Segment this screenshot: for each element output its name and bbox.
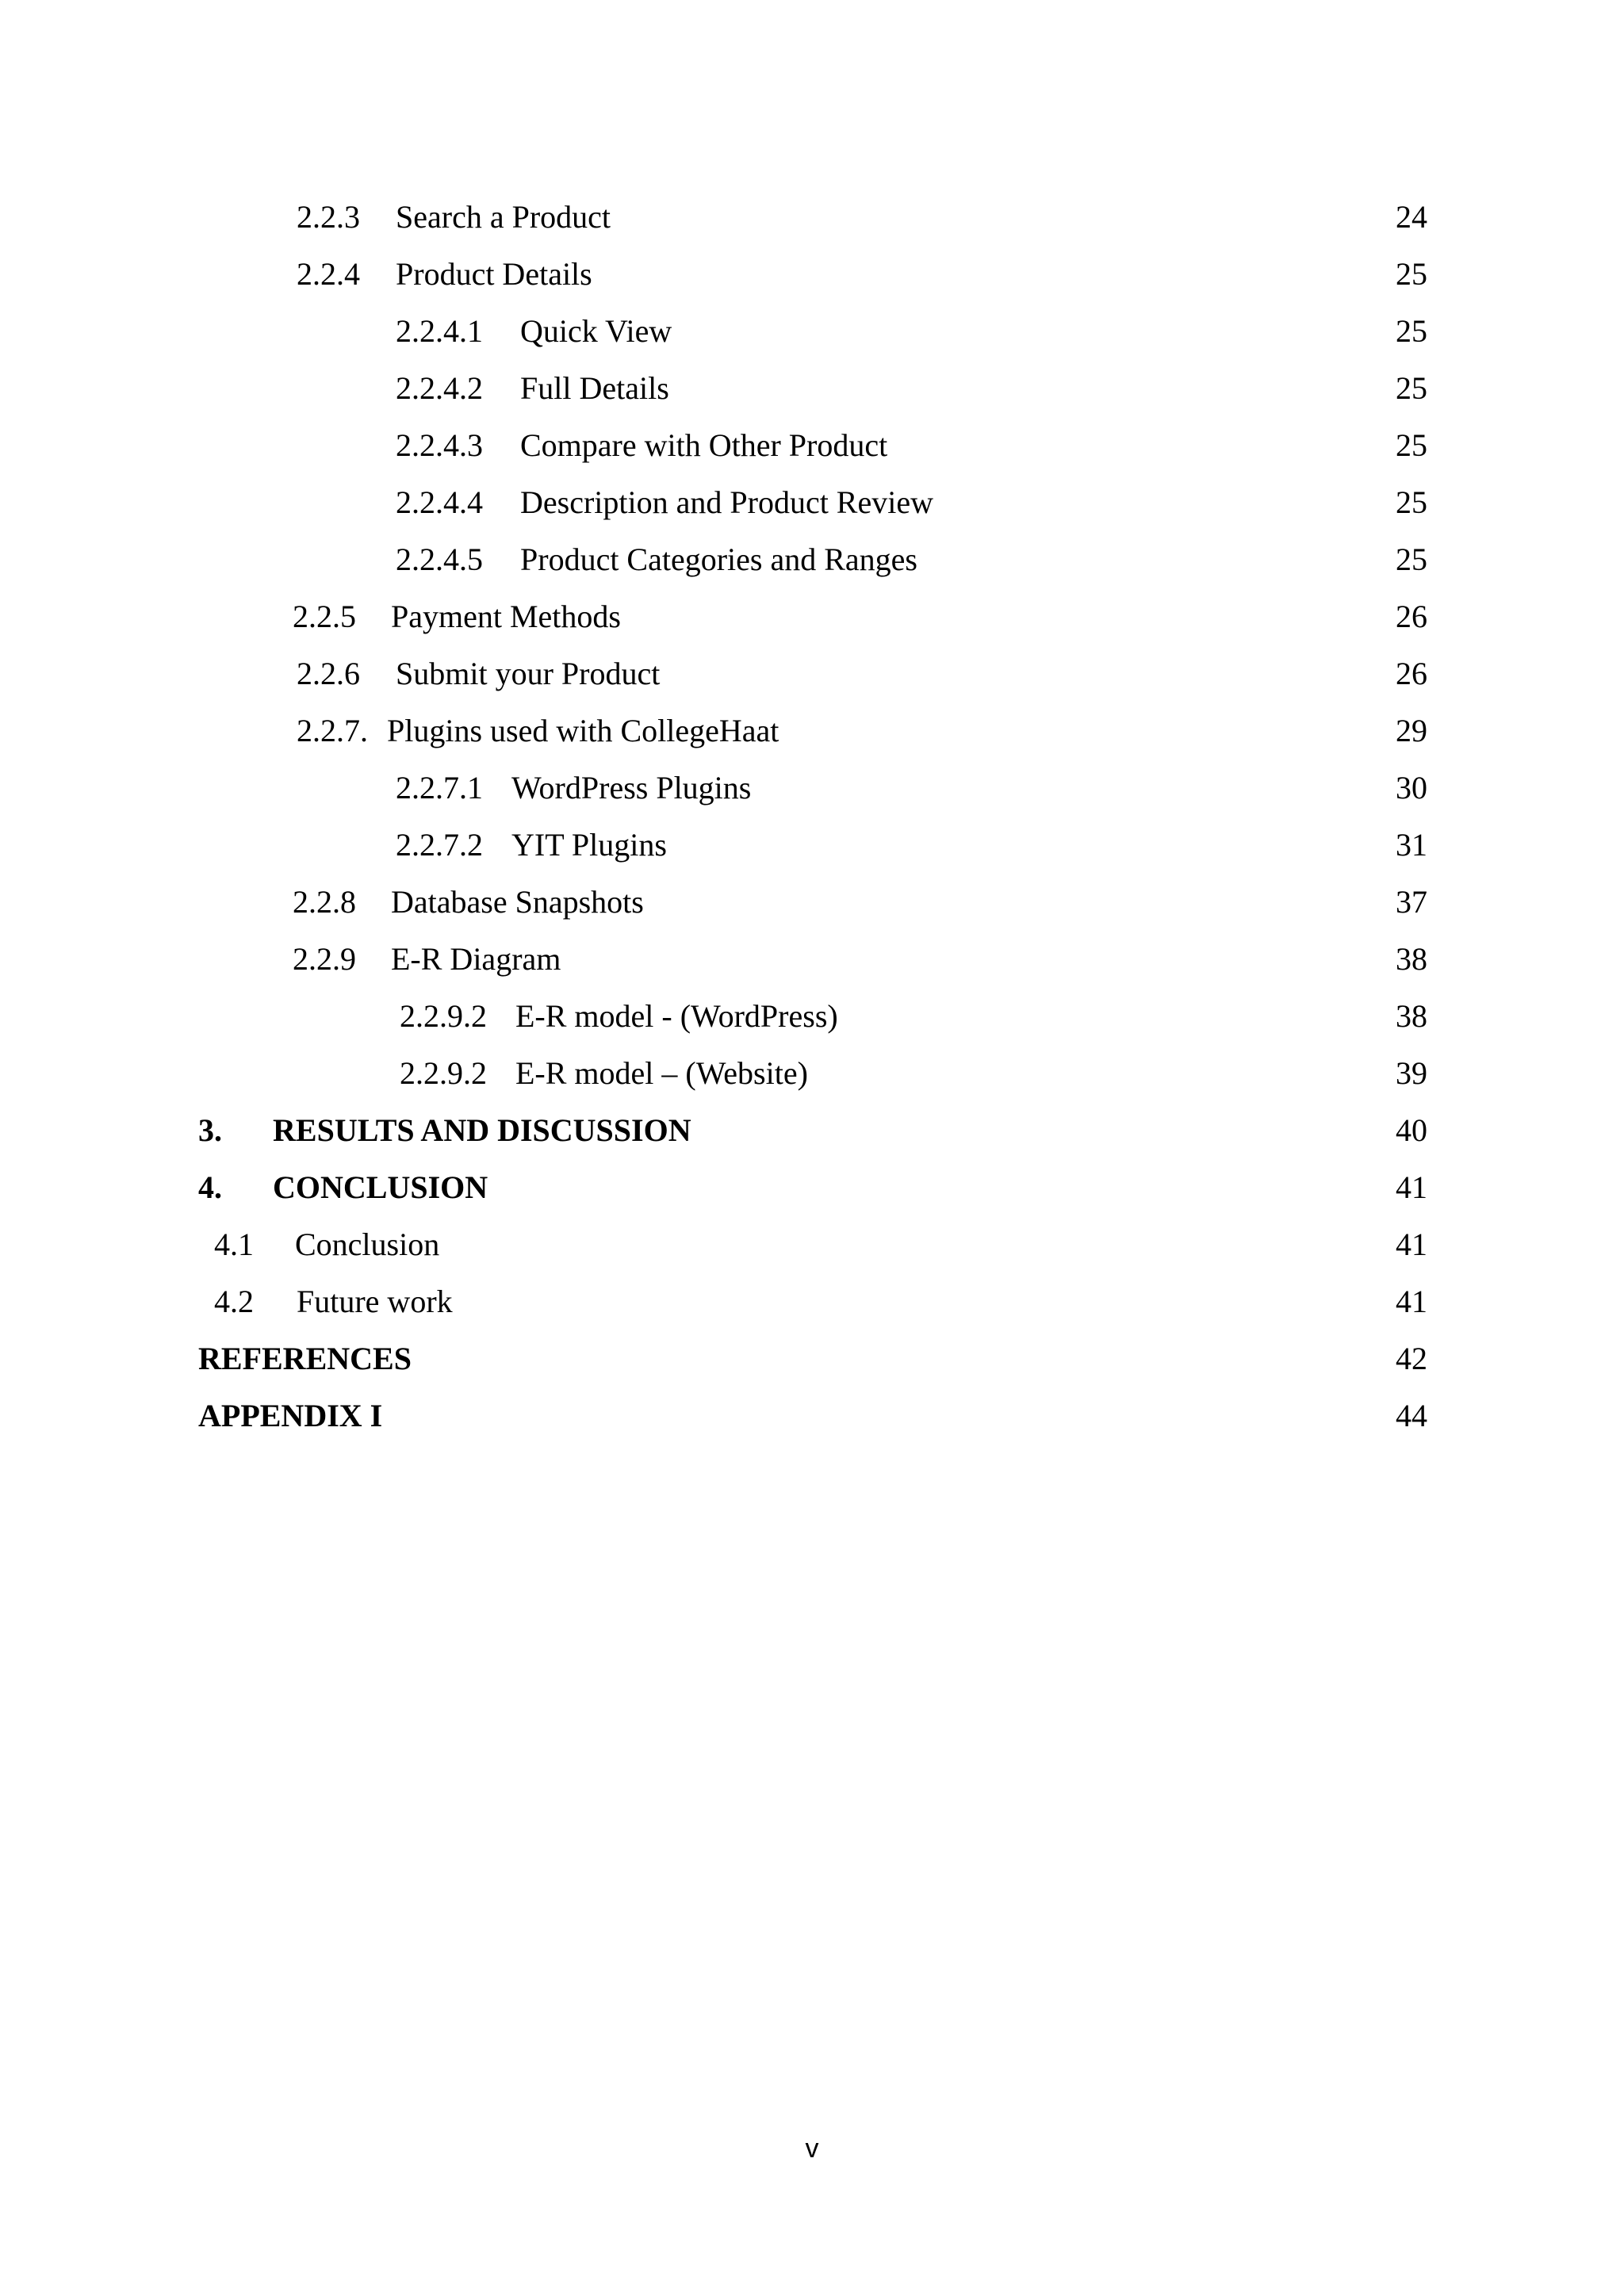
toc-entry-number: 4.1 [214,1226,254,1262]
toc-entry-page: 25 [1396,484,1427,520]
toc-entry-title: YIT Plugins [511,827,667,863]
toc-entry-title: APPENDIX I [198,1398,383,1433]
toc-entry-title: Compare with Other Product [520,427,888,463]
toc-entry-page: 41 [1396,1169,1427,1205]
toc-entry-references [0,1330,1624,1387]
toc-entry [0,588,1624,645]
toc-entry-page: 39 [1396,1055,1427,1091]
toc-entry-title: Conclusion [295,1226,440,1262]
toc-entry [0,303,1624,360]
toc-entry-page: 31 [1396,827,1427,863]
toc-entry [0,874,1624,931]
toc-entry-number: 2.2.3 [297,199,360,235]
toc-entry-title: Full Details [520,370,669,406]
toc-entry-number: 2.2.4.1 [396,313,483,349]
toc-entry-number: 2.2.5 [293,599,356,634]
toc-entry [0,417,1624,474]
toc-entry-appendix [0,1387,1624,1445]
toc-entry-number: 2.2.4.4 [396,484,483,520]
toc-entry-title: REFERENCES [198,1341,412,1376]
toc-entry-number: 2.2.4.2 [396,370,483,406]
toc-entry-page: 25 [1396,370,1427,406]
toc-entry-number: 4. [198,1169,222,1205]
toc-entry-chapter [0,1102,1624,1159]
toc-entry-title: E-R Diagram [391,941,561,977]
toc-entry [0,1273,1624,1330]
toc-entry [0,189,1624,246]
toc-entry-page: 30 [1396,770,1427,806]
page-number-footer: v [805,2133,819,2164]
toc-entry-number: 2.2.7.1 [396,770,483,806]
toc-entry [0,645,1624,702]
toc-entry-number: 2.2.9.2 [400,1055,487,1091]
toc-entry-title: RESULTS AND DISCUSSION [273,1112,691,1148]
toc-entry [0,931,1624,988]
toc-entry-title: Description and Product Review [520,484,933,520]
toc-entry-page: 29 [1396,713,1427,748]
toc-entry [0,474,1624,531]
toc-entry-title: E-R model - (WordPress) [515,998,838,1034]
toc-entry-number: 3. [198,1112,222,1148]
toc-entry [0,817,1624,874]
toc-entry-title: Plugins used with CollegeHaat [387,713,779,748]
toc-entry-title: Database Snapshots [391,884,644,920]
toc-entry-page: 26 [1396,656,1427,691]
toc-entry [0,360,1624,417]
toc-entry-title: CONCLUSION [273,1169,488,1205]
toc-entry-page: 38 [1396,941,1427,977]
toc-entry-page: 25 [1396,427,1427,463]
toc-entry-number: 2.2.9 [293,941,356,977]
toc-entry-page: 41 [1396,1284,1427,1319]
toc-entry [0,988,1624,1045]
toc-entry-number: 2.2.9.2 [400,998,487,1034]
toc-entry-number: 2.2.7.2 [396,827,483,863]
toc-entry [0,760,1624,817]
toc-entry-page: 40 [1396,1112,1427,1148]
toc-entry-number: 2.2.7. [297,713,368,748]
toc-entry-page: 44 [1396,1398,1427,1433]
toc-entry [0,531,1624,588]
toc-entry-page: 41 [1396,1226,1427,1262]
toc-entry-number: 2.2.6 [297,656,360,691]
toc-entry-number: 2.2.4 [297,256,360,292]
toc-entry-title: Submit your Product [396,656,661,691]
toc-entry [0,1216,1624,1273]
toc-entry-title: Product Categories and Ranges [520,541,917,577]
toc-entry-page: 37 [1396,884,1427,920]
toc-entry-title: Payment Methods [391,599,621,634]
toc-entry-number: 2.2.8 [293,884,356,920]
toc-entry-title: E-R model – (Website) [515,1055,808,1091]
toc-entry-number: 2.2.4.3 [396,427,483,463]
toc-entry-number: 2.2.4.5 [396,541,483,577]
toc-entry-page: 24 [1396,199,1427,235]
toc-entry-title: Product Details [396,256,592,292]
toc-entry-title: Quick View [520,313,672,349]
toc-entry-page: 25 [1396,256,1427,292]
toc-entry [0,1045,1624,1102]
toc-entry-chapter [0,1159,1624,1216]
toc-entry-page: 25 [1396,313,1427,349]
toc-entry [0,702,1624,760]
toc-entry-page: 42 [1396,1341,1427,1376]
toc-entry-page: 38 [1396,998,1427,1034]
toc-entry-title: WordPress Plugins [511,770,752,806]
toc-entry-title: Search a Product [396,199,611,235]
toc-entry-page: 26 [1396,599,1427,634]
toc-entry [0,246,1624,303]
toc-entry-title: Future work [297,1284,453,1319]
toc-entry-number: 4.2 [214,1284,254,1319]
toc-entry-page: 25 [1396,541,1427,577]
